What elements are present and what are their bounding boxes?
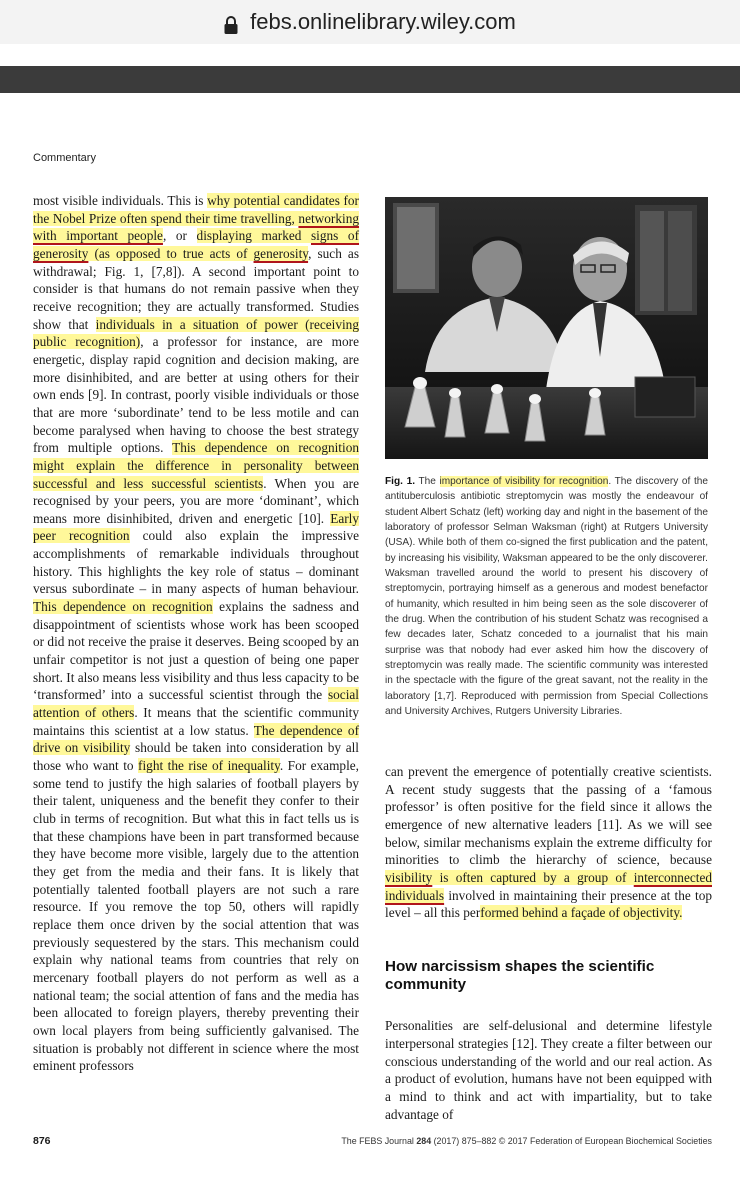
browser-url-bar[interactable]: [0, 0, 740, 44]
lock-icon: [224, 14, 238, 32]
text-run: . The discovery of the antituberculosis antibiotic streptomycin was mostly the endeavour of student Albert Schatz (left) working day and night in the basement of the laboratory of professor Selman Waksman (right) at Rutgers University (USA). While both of them co-signed the first publication and the patent, by increasing his visibility, Waksman appeared to be the only discoverer. Waksman travelled around the world to present his discovery of streptomycin, portraying himself as a generous and modest benefactor of humanity, which resulted in him being seen as the sole discoverer of the drug. When the contribution of his student Schatz was recognised a few decades later, Schatz conceded to a journalist that his main surprise was that nobody had ever asked him how the discovery of streptomycin was really made. The scientific community was interested in the spectacle with the figure of the great savant, not the reality in the laboratory [1,7]. Reproduced with permission from Special Collections and University Archives, Rutgers University Libraries.: [385, 476, 708, 718]
highlighted-text: generosity: [253, 245, 309, 261]
text-run: most visible individuals. This is: [33, 193, 208, 208]
highlighted-text: displaying marked: [196, 228, 311, 244]
text-run: . When you are recognised by your peers, you are more ‘dominant’, which means more disinhibited, driven and energetic [10].: [33, 475, 359, 526]
highlighted-text: individuals in a situation of power (receiving public recognition): [33, 316, 359, 350]
right-column-continued: [385, 1004, 712, 1137]
text-run: . It means that the scientific community maintains this scientist at a low status.: [33, 705, 360, 738]
highlighted-text: networking with important people: [33, 210, 359, 244]
highlighted-text: social attention of others: [33, 687, 359, 721]
journal-name: The FEBS Journal: [341, 1136, 417, 1146]
figure-caption: [385, 474, 708, 720]
journal-citation: [341, 1136, 712, 1146]
text-run: Personalities are self-delusional and determine lifestyle interpersonal strategies [12]. They create a filter between our conscious understanding of the world and our real action. As a product of evolution, humans have not been equipped with a mind to think and act with impartiality, but to take advantage of: [385, 1018, 712, 1122]
page-header-band: [0, 66, 740, 93]
body-paragraph: [385, 763, 712, 922]
text-run: , such as withdrawal; Fig. 1, [7,8]). A second important point to consider is that humans do not remain passive when they receive recognition; they are actually transformed. Studies show that: [33, 245, 359, 332]
url-text: febs.onlinelibrary.wiley.com: [250, 9, 516, 34]
figure-label: Fig. 1.: [385, 476, 415, 487]
section-label: Commentary: [33, 152, 96, 164]
highlighted-text: fight the rise of inequality: [138, 758, 280, 773]
figure-photo: [385, 197, 708, 459]
highlighted-text: formed behind a façade of objectivity.: [480, 905, 683, 921]
text-run: should be taken into consideration by all those who want to: [33, 740, 359, 773]
caption-text: [385, 476, 708, 717]
highlighted-text: This dependence on recognition might explain the difference in personality between successful and less successful scientists: [33, 440, 359, 491]
section-heading: How narcissism shapes the scientific community: [385, 958, 655, 993]
highlighted-text: The dependence of drive on visibility: [33, 722, 360, 756]
text-run: The: [415, 476, 440, 487]
left-column: [33, 192, 359, 1075]
page-number: 876: [33, 1135, 51, 1147]
body-paragraph: [385, 1017, 712, 1123]
text-run: can prevent the emergence of potentially creative scientists. A recent study suggests that the passing of a ‘famous professor’ is often positive for the field since it allows the emergence of new alternative leaders [11]. As we will see below, similar mechanisms explain the extreme difficulty for minorities to climb the hierarchy of science, because: [385, 764, 712, 868]
highlighted-text: Early peer recognition: [33, 510, 359, 544]
text-run: , a professor for instance, are more energetic, display rapid cognition and decision making, are more disinhibited, and are better at using others for their own ends [9]. In contrast, poorly visible individuals or those that are more ‘subordinate’ tend to be less motile and can become paralysed when having to choose the best strategy from multiple options.: [33, 334, 359, 456]
highlighted-text: why potential candidates for the Nobel Prize often spend their time travelling,: [33, 193, 359, 226]
highlighted-text: interconnected individuals: [385, 869, 712, 903]
right-column: [385, 763, 712, 922]
highlighted-text: (as opposed to true acts of: [88, 245, 254, 261]
body-paragraph: [33, 192, 359, 1075]
text-run: explains the sadness and disappointment of scientists whose work has been scooped or did not receive the praise it deserves. Being scooped by an unfair competitor is not just a question of being one paper short. It also means less visibility and thus less capacity to be ‘transformed’ into a successful scientist through the: [33, 599, 359, 703]
journal-volume: 284: [416, 1136, 432, 1146]
text-run: . For example, some tend to justify the high salaries of football players by their talent, uniqueness and the benefit they confer to their club in terms of recognition. But what this in fact tells us is that these champions have been in part transformed because they have become more visible, largely due to the attention they get from the media and their fans. It is likely that potentially talented football players are not such a rare resource. If you remove the top 50, others will rapidly replace them once driven by the social attention that was previously sequestered by the stars. This mechanism could explain why national teams from countries that rely on mercenary football players do not perform as well as a national team; the social attention of fans and the media has been allocated to foreign players, thereby preventing their own local players from being sufficiently galvanised. The situation is probably not different in science where the most eminent professors: [33, 758, 359, 1074]
highlighted-text: This dependence on recognition: [33, 599, 213, 615]
highlighted-text: is often captured by a group of: [432, 869, 634, 885]
highlighted-text: visibility: [385, 869, 433, 885]
text-run: involved in maintaining their presence at the top level – all this per: [385, 887, 712, 921]
highlighted-text: signs of generosity: [33, 228, 360, 261]
text-run: , or: [162, 228, 197, 244]
highlighted-text: importance of visibility for recognition: [439, 476, 609, 487]
citation-detail: (2017) 875–882 © 2017 Federation of European Biochemical Societies: [431, 1136, 712, 1146]
text-run: could also explain the impressive accomplishments of remarkable individuals throughout history. This highlights the key role of status – dominant versus subordinate – in many aspects of human behaviour.: [33, 528, 359, 597]
